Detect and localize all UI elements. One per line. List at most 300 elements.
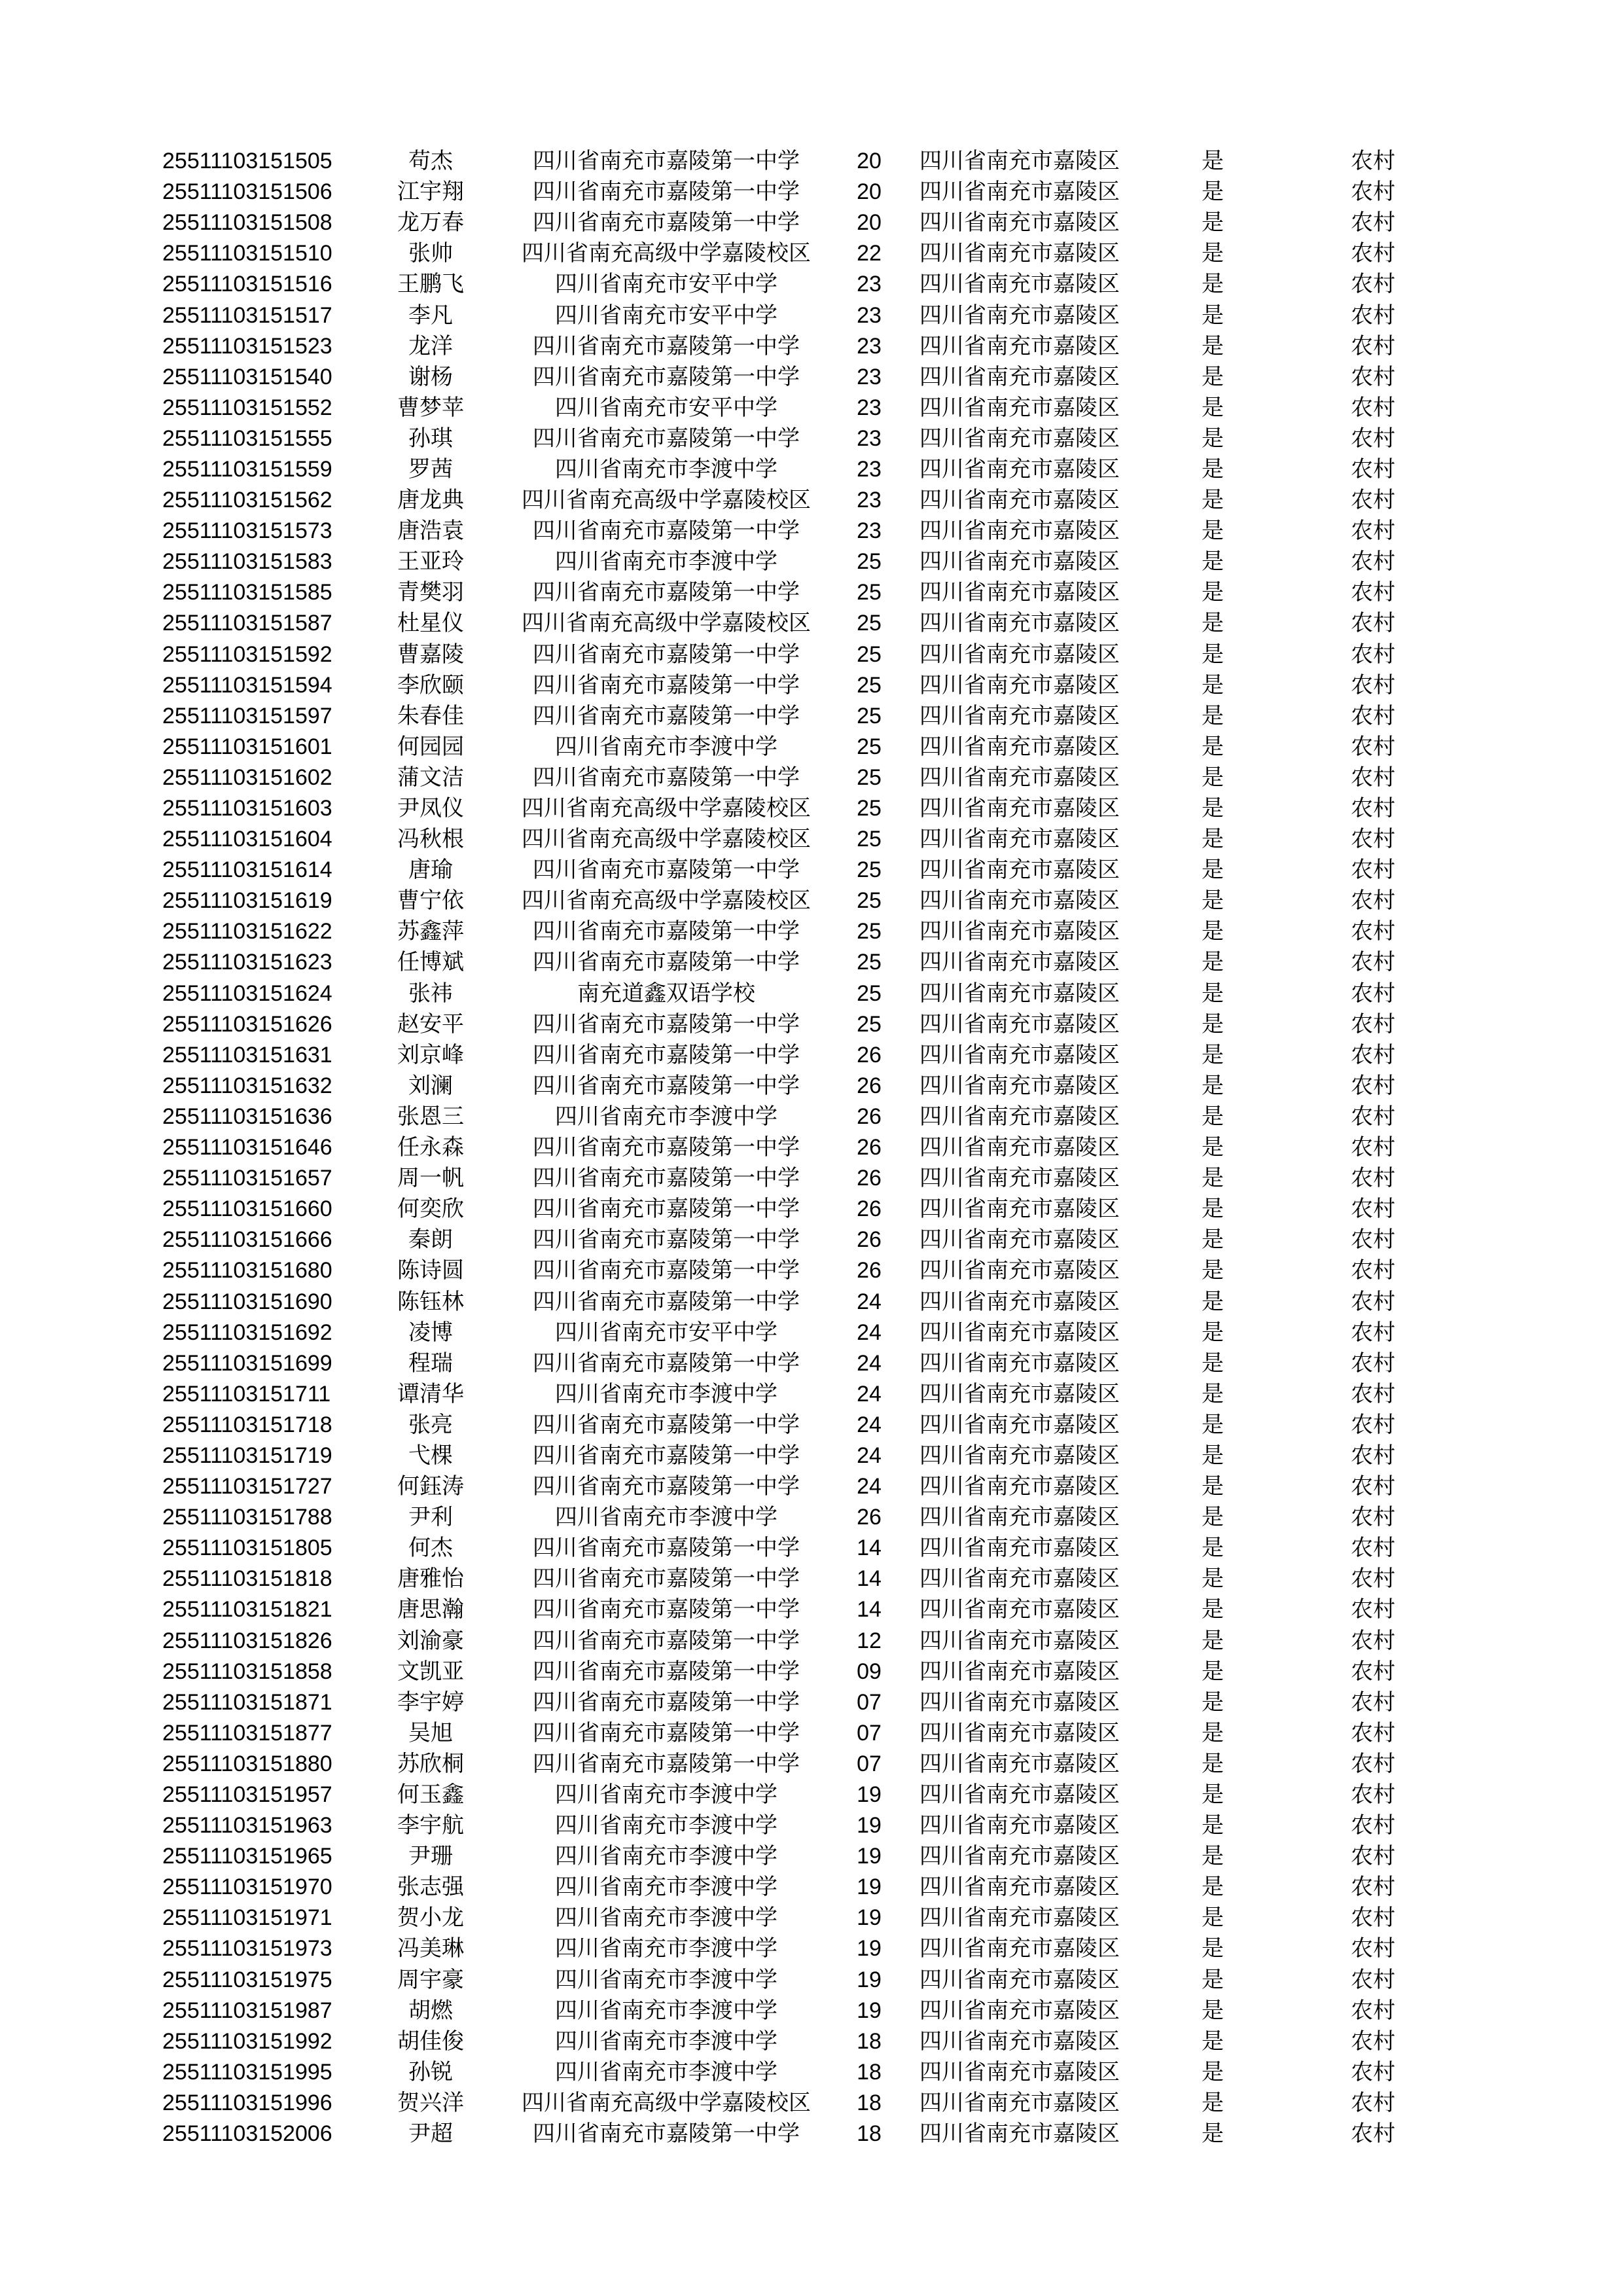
school-name: 四川省南充市嘉陵第一中学 — [533, 1041, 800, 1068]
student-name: 李凡 — [408, 302, 453, 329]
school-name: 四川省南充市嘉陵第一中学 — [533, 148, 800, 175]
candidate-id: 25511103151594 — [162, 672, 332, 698]
score-value: 26 — [857, 1258, 882, 1283]
candidate-id: 25511103151604 — [162, 827, 332, 852]
school-name: 四川省南充市嘉陵第一中学 — [533, 1658, 800, 1685]
household-type: 农村 — [1351, 1596, 1395, 1623]
table-row — [162, 1194, 1458, 1225]
score-value: 19 — [857, 1782, 882, 1808]
school-name: 四川省南充市嘉陵第一中学 — [533, 1134, 800, 1161]
household-type: 农村 — [1351, 1627, 1395, 1654]
school-name: 四川省南充市嘉陵第一中学 — [533, 1442, 800, 1469]
school-name: 四川省南充市李渡中学 — [555, 2058, 777, 2085]
candidate-id: 25511103151660 — [162, 1196, 332, 1222]
candidate-id: 25511103151995 — [162, 2059, 332, 2085]
score-value: 14 — [857, 1535, 882, 1561]
eligibility-flag: 是 — [1202, 1319, 1224, 1346]
school-name: 四川省南充市李渡中学 — [555, 1812, 777, 1839]
household-type: 农村 — [1351, 2121, 1395, 2147]
table-row — [162, 608, 1458, 639]
table-row — [162, 1533, 1458, 1564]
table-row — [162, 1132, 1458, 1163]
score-value: 26 — [857, 1135, 882, 1160]
student-name: 张帅 — [408, 240, 453, 267]
score-value: 19 — [857, 1967, 882, 1992]
school-name: 四川省南充市嘉陵第一中学 — [533, 1689, 800, 1715]
table-row — [162, 2057, 1458, 2088]
school-name: 四川省南充高级中学嘉陵校区 — [522, 610, 811, 637]
table-row — [162, 423, 1458, 454]
eligibility-flag: 是 — [1202, 888, 1224, 914]
score-value: 19 — [857, 1936, 882, 1962]
score-value: 25 — [857, 857, 882, 883]
eligibility-flag: 是 — [1202, 2028, 1224, 2054]
score-value: 18 — [857, 2090, 882, 2115]
school-name: 四川省南充市安平中学 — [555, 271, 777, 298]
candidate-id: 25511103151699 — [162, 1350, 332, 1376]
eligibility-flag: 是 — [1202, 2121, 1224, 2147]
table-row — [162, 238, 1458, 269]
student-name: 杜星仪 — [397, 610, 464, 637]
school-name: 四川省南充市嘉陵第一中学 — [533, 702, 800, 729]
eligibility-flag: 是 — [1202, 1782, 1224, 1808]
candidate-id: 25511103151821 — [162, 1597, 332, 1623]
school-name: 四川省南充市嘉陵第一中学 — [533, 518, 800, 545]
eligibility-flag: 是 — [1202, 1041, 1224, 1068]
table-row — [162, 1471, 1458, 1502]
household-type: 农村 — [1351, 1750, 1395, 1777]
household-type: 农村 — [1351, 1473, 1395, 1500]
student-name: 唐浩袁 — [397, 518, 464, 545]
eligibility-flag: 是 — [1202, 1843, 1224, 1870]
region-name: 四川省南充市嘉陵区 — [919, 1719, 1120, 1746]
table-row — [162, 1040, 1458, 1071]
candidate-id: 25511103151573 — [162, 518, 332, 544]
school-name: 四川省南充市嘉陵第一中学 — [533, 332, 800, 359]
score-value: 23 — [857, 302, 882, 328]
region-name: 四川省南充市嘉陵区 — [919, 733, 1120, 760]
table-row — [162, 639, 1458, 670]
table-row — [162, 1749, 1458, 1780]
student-name: 胡佳俊 — [397, 2028, 464, 2054]
school-name: 四川省南充市安平中学 — [555, 1319, 777, 1346]
household-type: 农村 — [1351, 826, 1395, 853]
eligibility-flag: 是 — [1202, 394, 1224, 421]
eligibility-flag: 是 — [1202, 1658, 1224, 1685]
candidate-id: 25511103151805 — [162, 1535, 332, 1561]
household-type: 农村 — [1351, 1566, 1395, 1592]
region-name: 四川省南充市嘉陵区 — [919, 1689, 1120, 1715]
eligibility-flag: 是 — [1202, 1812, 1224, 1839]
student-name: 张恩三 — [397, 1103, 464, 1130]
student-name: 朱春佳 — [397, 702, 464, 729]
eligibility-flag: 是 — [1202, 949, 1224, 976]
household-type: 农村 — [1351, 1843, 1395, 1870]
region-name: 四川省南充市嘉陵区 — [919, 1843, 1120, 1870]
eligibility-flag: 是 — [1202, 148, 1224, 175]
table-row — [162, 1626, 1458, 1657]
score-value: 12 — [857, 1628, 882, 1653]
household-type: 农村 — [1351, 1041, 1395, 1068]
table-row — [162, 978, 1458, 1009]
eligibility-flag: 是 — [1202, 1257, 1224, 1284]
candidate-id: 25511103151631 — [162, 1042, 332, 1067]
candidate-id: 25511103151992 — [162, 2028, 332, 2054]
score-value: 25 — [857, 796, 882, 821]
household-type: 农村 — [1351, 2089, 1395, 2116]
school-name: 四川省南充市李渡中学 — [555, 1966, 777, 1993]
candidate-id: 25511103151601 — [162, 734, 332, 759]
school-name: 四川省南充高级中学嘉陵校区 — [522, 2089, 811, 2116]
student-name: 何杰 — [408, 1535, 453, 1562]
score-value: 19 — [857, 1844, 882, 1869]
candidate-id: 25511103151523 — [162, 333, 332, 359]
region-name: 四川省南充市嘉陵区 — [919, 1227, 1120, 1253]
school-name: 四川省南充高级中学嘉陵校区 — [522, 487, 811, 514]
household-type: 农村 — [1351, 1288, 1395, 1315]
region-name: 四川省南充市嘉陵区 — [919, 1566, 1120, 1592]
table-row — [162, 1441, 1458, 1471]
region-name: 四川省南充市嘉陵区 — [919, 2058, 1120, 2085]
school-name: 四川省南充市嘉陵第一中学 — [533, 1473, 800, 1500]
region-name: 四川省南充市嘉陵区 — [919, 764, 1120, 791]
school-name: 四川省南充市嘉陵第一中学 — [533, 425, 800, 452]
score-value: 24 — [857, 1443, 882, 1468]
candidate-id: 25511103151971 — [162, 1905, 332, 1931]
household-type: 农村 — [1351, 456, 1395, 482]
school-name: 四川省南充市嘉陵第一中学 — [533, 949, 800, 976]
student-name: 苟杰 — [408, 148, 453, 175]
student-name: 任博斌 — [397, 949, 464, 976]
score-value: 22 — [857, 241, 882, 266]
student-name: 弋棵 — [408, 1442, 453, 1469]
score-value: 25 — [857, 980, 882, 1006]
household-type: 农村 — [1351, 2028, 1395, 2054]
region-name: 四川省南充市嘉陵区 — [919, 2121, 1120, 2147]
region-name: 四川省南充市嘉陵区 — [919, 672, 1120, 698]
eligibility-flag: 是 — [1202, 641, 1224, 668]
school-name: 四川省南充市李渡中学 — [555, 2028, 777, 2054]
household-type: 农村 — [1351, 209, 1395, 236]
school-name: 四川省南充市李渡中学 — [555, 1843, 777, 1870]
household-type: 农村 — [1351, 302, 1395, 329]
eligibility-flag: 是 — [1202, 857, 1224, 884]
student-name: 谢杨 — [408, 363, 453, 390]
student-name: 文凯亚 — [397, 1658, 464, 1685]
candidate-id: 25511103151517 — [162, 302, 332, 328]
school-name: 南充道鑫双语学校 — [577, 980, 755, 1007]
student-name: 何鈺涛 — [397, 1473, 464, 1500]
score-value: 25 — [857, 672, 882, 698]
household-type: 农村 — [1351, 949, 1395, 976]
eligibility-flag: 是 — [1202, 918, 1224, 945]
household-type: 农村 — [1351, 1658, 1395, 1685]
student-name: 刘渝豪 — [397, 1627, 464, 1654]
table-row — [162, 1687, 1458, 1718]
score-value: 25 — [857, 641, 882, 667]
school-name: 四川省南充高级中学嘉陵校区 — [522, 240, 811, 267]
student-roster-table — [162, 146, 1458, 2149]
student-name: 龙洋 — [408, 332, 453, 359]
student-name: 孙琪 — [408, 425, 453, 452]
eligibility-flag: 是 — [1202, 672, 1224, 698]
score-value: 26 — [857, 1227, 882, 1253]
candidate-id: 25511103151583 — [162, 549, 332, 575]
student-name: 贺小龙 — [397, 1905, 464, 1931]
household-type: 农村 — [1351, 980, 1395, 1007]
candidate-id: 25511103151626 — [162, 1011, 332, 1037]
candidate-id: 25511103151562 — [162, 488, 332, 513]
candidate-id: 25511103151623 — [162, 950, 332, 975]
household-type: 农村 — [1351, 1011, 1395, 1037]
school-name: 四川省南充市李渡中学 — [555, 1380, 777, 1407]
score-value: 09 — [857, 1659, 882, 1684]
table-row — [162, 1225, 1458, 1255]
score-value: 26 — [857, 1196, 882, 1222]
table-row — [162, 1718, 1458, 1749]
household-type: 农村 — [1351, 148, 1395, 175]
table-row — [162, 2088, 1458, 2119]
score-value: 23 — [857, 488, 882, 513]
student-name: 龙万春 — [397, 209, 464, 236]
household-type: 农村 — [1351, 1782, 1395, 1808]
table-row — [162, 1564, 1458, 1594]
household-type: 农村 — [1351, 918, 1395, 945]
student-name: 唐思瀚 — [397, 1596, 464, 1623]
school-name: 四川省南充市嘉陵第一中学 — [533, 579, 800, 606]
eligibility-flag: 是 — [1202, 332, 1224, 359]
region-name: 四川省南充市嘉陵区 — [919, 1411, 1120, 1438]
household-type: 农村 — [1351, 1935, 1395, 1962]
candidate-id: 25511103151603 — [162, 796, 332, 821]
table-row — [162, 454, 1458, 485]
student-name: 张志强 — [397, 1874, 464, 1901]
household-type: 农村 — [1351, 1319, 1395, 1346]
eligibility-flag: 是 — [1202, 980, 1224, 1007]
student-name: 冯美琳 — [397, 1935, 464, 1962]
candidate-id: 25511103151657 — [162, 1166, 332, 1191]
school-name: 四川省南充市嘉陵第一中学 — [533, 857, 800, 884]
score-value: 18 — [857, 2028, 882, 2054]
student-name: 蒲文洁 — [397, 764, 464, 791]
eligibility-flag: 是 — [1202, 240, 1224, 267]
household-type: 农村 — [1351, 332, 1395, 359]
school-name: 四川省南充市嘉陵第一中学 — [533, 918, 800, 945]
region-name: 四川省南充市嘉陵区 — [919, 1504, 1120, 1531]
household-type: 农村 — [1351, 240, 1395, 267]
student-name: 冯秋根 — [397, 826, 464, 853]
candidate-id: 25511103151692 — [162, 1319, 332, 1345]
score-value: 26 — [857, 1505, 882, 1530]
region-name: 四川省南充市嘉陵区 — [919, 1935, 1120, 1962]
candidate-id: 25511103151965 — [162, 1844, 332, 1869]
score-value: 23 — [857, 364, 882, 389]
table-row — [162, 2026, 1458, 2057]
household-type: 农村 — [1351, 888, 1395, 914]
score-value: 24 — [857, 1350, 882, 1376]
region-name: 四川省南充市嘉陵区 — [919, 1288, 1120, 1315]
eligibility-flag: 是 — [1202, 1380, 1224, 1407]
score-value: 25 — [857, 950, 882, 975]
table-row — [162, 916, 1458, 947]
student-name: 苏欣桐 — [397, 1750, 464, 1777]
region-name: 四川省南充市嘉陵区 — [919, 209, 1120, 236]
eligibility-flag: 是 — [1202, 1905, 1224, 1931]
score-value: 25 — [857, 703, 882, 728]
table-row — [162, 1841, 1458, 1872]
eligibility-flag: 是 — [1202, 1504, 1224, 1531]
candidate-id: 25511103151632 — [162, 1073, 332, 1098]
table-row — [162, 393, 1458, 423]
household-type: 农村 — [1351, 1227, 1395, 1253]
household-type: 农村 — [1351, 1719, 1395, 1746]
student-name: 罗茜 — [408, 456, 453, 482]
candidate-id: 25511103151871 — [162, 1689, 332, 1715]
student-name: 李欣颐 — [397, 672, 464, 698]
score-value: 25 — [857, 1011, 882, 1037]
score-value: 24 — [857, 1289, 882, 1314]
household-type: 农村 — [1351, 2058, 1395, 2085]
eligibility-flag: 是 — [1202, 795, 1224, 822]
school-name: 四川省南充市嘉陵第一中学 — [533, 641, 800, 668]
eligibility-flag: 是 — [1202, 1627, 1224, 1654]
score-value: 23 — [857, 272, 882, 297]
student-name: 刘澜 — [408, 1072, 453, 1099]
table-row — [162, 1903, 1458, 1933]
region-name: 四川省南充市嘉陵区 — [919, 425, 1120, 452]
student-name: 任永森 — [397, 1134, 464, 1161]
region-name: 四川省南充市嘉陵区 — [919, 1257, 1120, 1284]
candidate-id: 25511103151880 — [162, 1751, 332, 1776]
region-name: 四川省南充市嘉陵区 — [919, 2089, 1120, 2116]
school-name: 四川省南充市嘉陵第一中学 — [533, 1627, 800, 1654]
candidate-id: 25511103151592 — [162, 641, 332, 667]
household-type: 农村 — [1351, 1812, 1395, 1839]
candidate-id: 25511103151552 — [162, 395, 332, 420]
table-row — [162, 146, 1458, 177]
region-name: 四川省南充市嘉陵区 — [919, 641, 1120, 668]
eligibility-flag: 是 — [1202, 1750, 1224, 1777]
school-name: 四川省南充市李渡中学 — [555, 1997, 777, 2024]
eligibility-flag: 是 — [1202, 1288, 1224, 1315]
table-row — [162, 947, 1458, 978]
eligibility-flag: 是 — [1202, 1227, 1224, 1253]
eligibility-flag: 是 — [1202, 1350, 1224, 1376]
region-name: 四川省南充市嘉陵区 — [919, 795, 1120, 822]
region-name: 四川省南充市嘉陵区 — [919, 1041, 1120, 1068]
household-type: 农村 — [1351, 1504, 1395, 1531]
region-name: 四川省南充市嘉陵区 — [919, 1350, 1120, 1376]
eligibility-flag: 是 — [1202, 826, 1224, 853]
candidate-id: 25511103151975 — [162, 1967, 332, 1992]
candidate-id: 25511103151614 — [162, 857, 332, 883]
school-name: 四川省南充市嘉陵第一中学 — [533, 1011, 800, 1037]
table-row — [162, 1318, 1458, 1348]
candidate-id: 25511103151559 — [162, 456, 332, 482]
student-name: 李宇婷 — [397, 1689, 464, 1715]
school-name: 四川省南充市李渡中学 — [555, 1782, 777, 1808]
household-type: 农村 — [1351, 641, 1395, 668]
household-type: 农村 — [1351, 1411, 1395, 1438]
table-row — [162, 2119, 1458, 2149]
household-type: 农村 — [1351, 857, 1395, 884]
candidate-id: 25511103151506 — [162, 179, 332, 205]
score-value: 14 — [857, 1566, 882, 1592]
score-value: 23 — [857, 456, 882, 482]
eligibility-flag: 是 — [1202, 702, 1224, 729]
household-type: 农村 — [1351, 548, 1395, 575]
eligibility-flag: 是 — [1202, 1473, 1224, 1500]
region-name: 四川省南充市嘉陵区 — [919, 949, 1120, 976]
student-name: 张祎 — [408, 980, 453, 1007]
candidate-id: 25511103151858 — [162, 1659, 332, 1684]
household-type: 农村 — [1351, 1165, 1395, 1192]
score-value: 18 — [857, 2121, 882, 2147]
candidate-id: 25511103151585 — [162, 580, 332, 605]
school-name: 四川省南充市安平中学 — [555, 302, 777, 329]
candidate-id: 25511103151619 — [162, 888, 332, 914]
region-name: 四川省南充市嘉陵区 — [919, 1966, 1120, 1993]
candidate-id: 25511103151818 — [162, 1566, 332, 1592]
household-type: 农村 — [1351, 1380, 1395, 1407]
household-type: 农村 — [1351, 672, 1395, 698]
score-value: 23 — [857, 425, 882, 451]
student-name: 胡燃 — [408, 1997, 453, 2024]
table-row — [162, 1163, 1458, 1194]
student-name: 尹利 — [408, 1504, 453, 1531]
table-row — [162, 362, 1458, 393]
student-name: 程瑞 — [408, 1350, 453, 1376]
school-name: 四川省南充市嘉陵第一中学 — [533, 179, 800, 206]
household-type: 农村 — [1351, 733, 1395, 760]
student-name: 曹嘉陵 — [397, 641, 464, 668]
region-name: 四川省南充市嘉陵区 — [919, 1319, 1120, 1346]
region-name: 四川省南充市嘉陵区 — [919, 610, 1120, 637]
school-name: 四川省南充市嘉陵第一中学 — [533, 1566, 800, 1592]
student-name: 张亮 — [408, 1411, 453, 1438]
table-row — [162, 1810, 1458, 1841]
eligibility-flag: 是 — [1202, 1072, 1224, 1099]
household-type: 农村 — [1351, 795, 1395, 822]
region-name: 四川省南充市嘉陵区 — [919, 1011, 1120, 1037]
candidate-id: 25511103151624 — [162, 980, 332, 1006]
student-name: 周一帆 — [397, 1165, 464, 1192]
score-value: 20 — [857, 149, 882, 174]
score-value: 25 — [857, 827, 882, 852]
score-value: 23 — [857, 333, 882, 359]
candidate-id: 25511103151996 — [162, 2090, 332, 2115]
candidate-id: 25511103151680 — [162, 1258, 332, 1283]
score-value: 07 — [857, 1720, 882, 1746]
candidate-id: 25511103151555 — [162, 425, 332, 451]
table-row — [162, 1502, 1458, 1533]
student-name: 尹凤仪 — [397, 795, 464, 822]
school-name: 四川省南充市李渡中学 — [555, 1504, 777, 1531]
table-row — [162, 177, 1458, 207]
candidate-id: 25511103151636 — [162, 1103, 332, 1129]
student-name: 曹梦苹 — [397, 394, 464, 421]
score-value: 20 — [857, 210, 882, 236]
score-value: 19 — [857, 1905, 882, 1931]
region-name: 四川省南充市嘉陵区 — [919, 579, 1120, 606]
table-row — [162, 1657, 1458, 1687]
region-name: 四川省南充市嘉陵区 — [919, 1750, 1120, 1777]
student-name: 尹超 — [408, 2121, 453, 2147]
school-name: 四川省南充市嘉陵第一中学 — [533, 1072, 800, 1099]
eligibility-flag: 是 — [1202, 764, 1224, 791]
school-name: 四川省南充市嘉陵第一中学 — [533, 1196, 800, 1223]
region-name: 四川省南充市嘉陵区 — [919, 1997, 1120, 2024]
